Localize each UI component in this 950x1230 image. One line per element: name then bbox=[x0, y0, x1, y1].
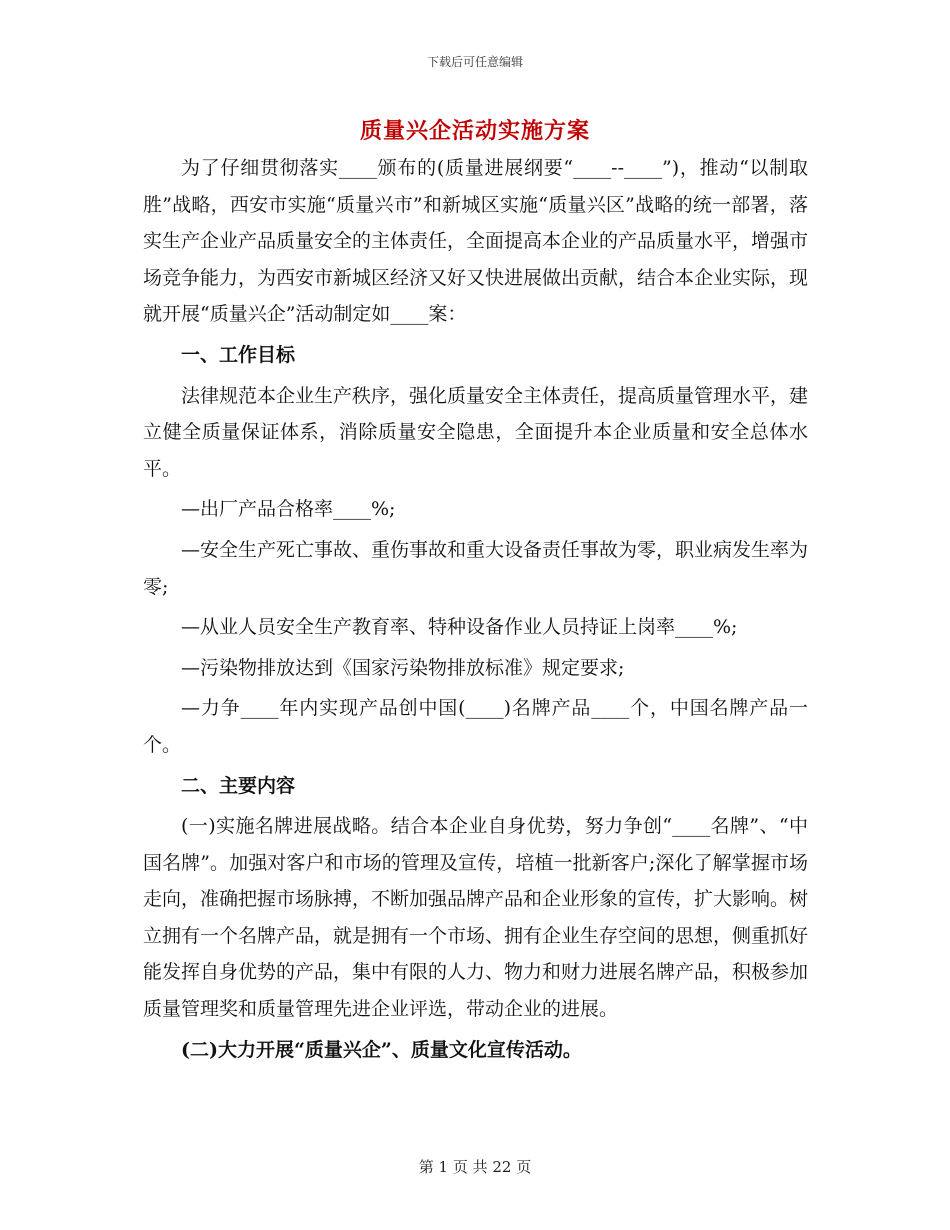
page-footer-page-number: 第 1 页 共 22 页 bbox=[418, 1158, 532, 1176]
page-header-note: 下载后可任意编辑 bbox=[426, 55, 523, 69]
goal-item-emissions: —污染物排放达到《国家污染物排放标准》规定要求; bbox=[181, 656, 625, 679]
goal-item-brand: —力争____年内实现产品创中国(____)名牌产品____个，中国名牌产品一个。 bbox=[143, 697, 808, 756]
goal-item-safety: —安全生产死亡事故、重伤事故和重大设备责任事故为零，职业病发生率为零; bbox=[143, 538, 809, 598]
content-paragraph-brand-strategy: (一)实施名牌进展战略。结合本企业自身优势，努力争创“____名牌”、“中国名牌”。加强对客户和市场的管理及宣传，培植一批新客户;深化了解掌握市场走向，准确把握市场脉搏，不断加强品牌产品和企业形象的宣传，扩大影响。树立拥有一个名牌产品，就是拥有一个市场、拥有企业生存空间的思想，侧重抓好能发挥自身优势的产品，集中有限的人力、物力和财力进展名牌产品，积极参加质量管理奖和质量管理先进企业评选，带动企业的进展。 bbox=[143, 815, 809, 1021]
content-heading-quality-campaign: (二)大力开展“质量兴企”、质量文化宣传活动。 bbox=[181, 1038, 582, 1061]
goals-paragraph: 法律规范本企业生产秩序，强化质量安全主体责任，提高质量管理水平，建立健全质量保证体系，消除质量安全隐患，全面提升本企业质量和安全总体水平。 bbox=[143, 384, 809, 480]
intro-paragraph: 为了仔细贯彻落实____颁布的(质量进展纲要“____--____”)，推动“以制取胜”战略，西安市实施“质量兴市”和新城区实施“质量兴区”战略的统一部署，落实生产企业产品质量安全的主体责任，全面提高本企业的产品质量水平，增强市场竞争能力，为西安市新城区经济又好又快进展做出贡献，结合本企业实际，现就开展“质量兴企”活动制定如____案： bbox=[143, 157, 809, 326]
section-heading-content: 二、主要内容 bbox=[181, 774, 296, 797]
document-body bbox=[143, 150, 808, 1068]
goal-item-training: —从业人员安全生产教育率、特种设备作业人员持证上岗率____%; bbox=[181, 616, 738, 639]
goal-item-pass-rate: —出厂产品合格率____%; bbox=[181, 498, 396, 521]
section-heading-goals: 一、工作目标 bbox=[181, 343, 296, 366]
document-title: 质量兴企活动实施方案 bbox=[359, 118, 590, 144]
